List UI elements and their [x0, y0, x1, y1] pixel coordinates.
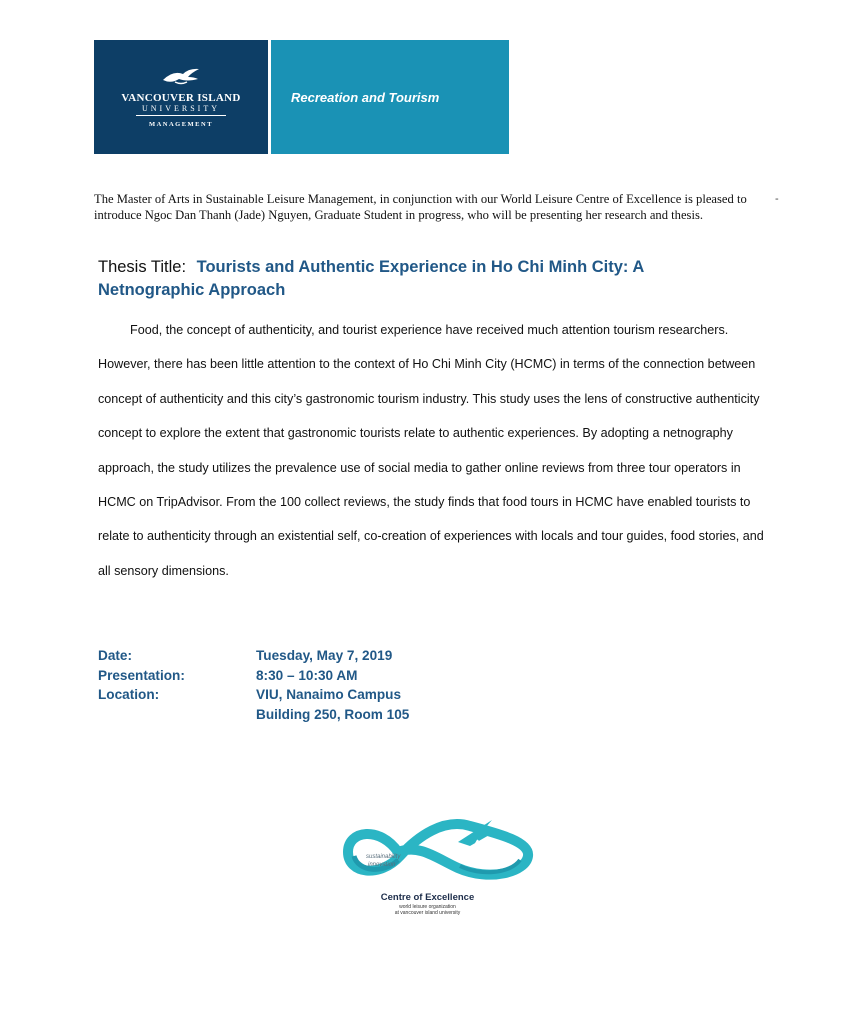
date-row [98, 646, 409, 666]
banner-subtitle: Recreation and Tourism [291, 89, 440, 105]
thesis-label: Thesis Title: [98, 258, 187, 276]
location-value: VIU, Nanaimo Campus [256, 687, 402, 703]
logo-inner-bottom: innovation [368, 862, 396, 868]
location-row [98, 685, 409, 705]
department-label: MANAGEMENT [148, 121, 214, 128]
margin-mark: - [775, 193, 779, 205]
thesis-title: Tourists and Authentic Experience in Ho Chi Minh City: A Netnographic Approach [98, 258, 644, 299]
infinity-logo-icon [340, 812, 540, 892]
banner-subtitle-block [271, 40, 509, 154]
logo-sub-2: at vancouver island university [394, 910, 461, 916]
location-room-row [98, 705, 409, 725]
date-value: Tuesday, May 7, 2019 [256, 648, 393, 663]
header-banner [94, 40, 509, 154]
presentation-value: 8:30 – 10:30 AM [256, 667, 358, 683]
bird-icon [161, 66, 201, 88]
location-room: Building 250, Room 105 [256, 706, 410, 722]
logo-sub-1: world leisure organization [399, 904, 456, 910]
viu-logo-block [94, 40, 268, 154]
intro-paragraph: The Master of Arts in Sustainable Leisure Management, in conjunction with our World Leisure Centre of Excellence is pleased to introduce Ngoc Dan Thanh (Jade) Nguyen, Graduate Student in progress, who will be presenting her research and thesis. [94, 192, 747, 222]
logo-title: Centre of Excellence [380, 892, 475, 903]
logo-inner-top: sustainability [366, 854, 401, 860]
location-label: Location: [98, 687, 160, 703]
university-label: UNIVERSITY [136, 104, 226, 116]
abstract-paragraph: Food, the concept of authenticity, and tourist experience have received much attention tourism researchers. However, there has been little attention to the context of Ho Chi Minh City (HCMC) in terms of the connection between concept of authenticity and this city’s gastronomic tourism industry. This study uses the lens of constructive authenticity concept to explore the extent that gastronomic tourists relate to authentic experiences. By adopting a netnography approach, the study utilizes the prevalence use of social media to gather online reviews from three tour operators in HCMC on TripAdvisor. From the 100 collect reviews, the study finds that food tours in HCMC have enabled tourists to relate to authenticity through an existential self, co-creation of experiences with locals and tour guides, food stories, and all sensory dimensions. [98, 323, 764, 578]
date-label: Date: [98, 648, 132, 663]
location-spacer [98, 705, 256, 725]
presentation-label: Presentation: [98, 667, 185, 683]
event-details [98, 646, 409, 724]
institution-name: VANCOUVER ISLAND [121, 92, 241, 104]
thesis-heading [98, 256, 738, 302]
presentation-row [98, 666, 409, 686]
centre-of-excellence-logo [340, 812, 540, 922]
